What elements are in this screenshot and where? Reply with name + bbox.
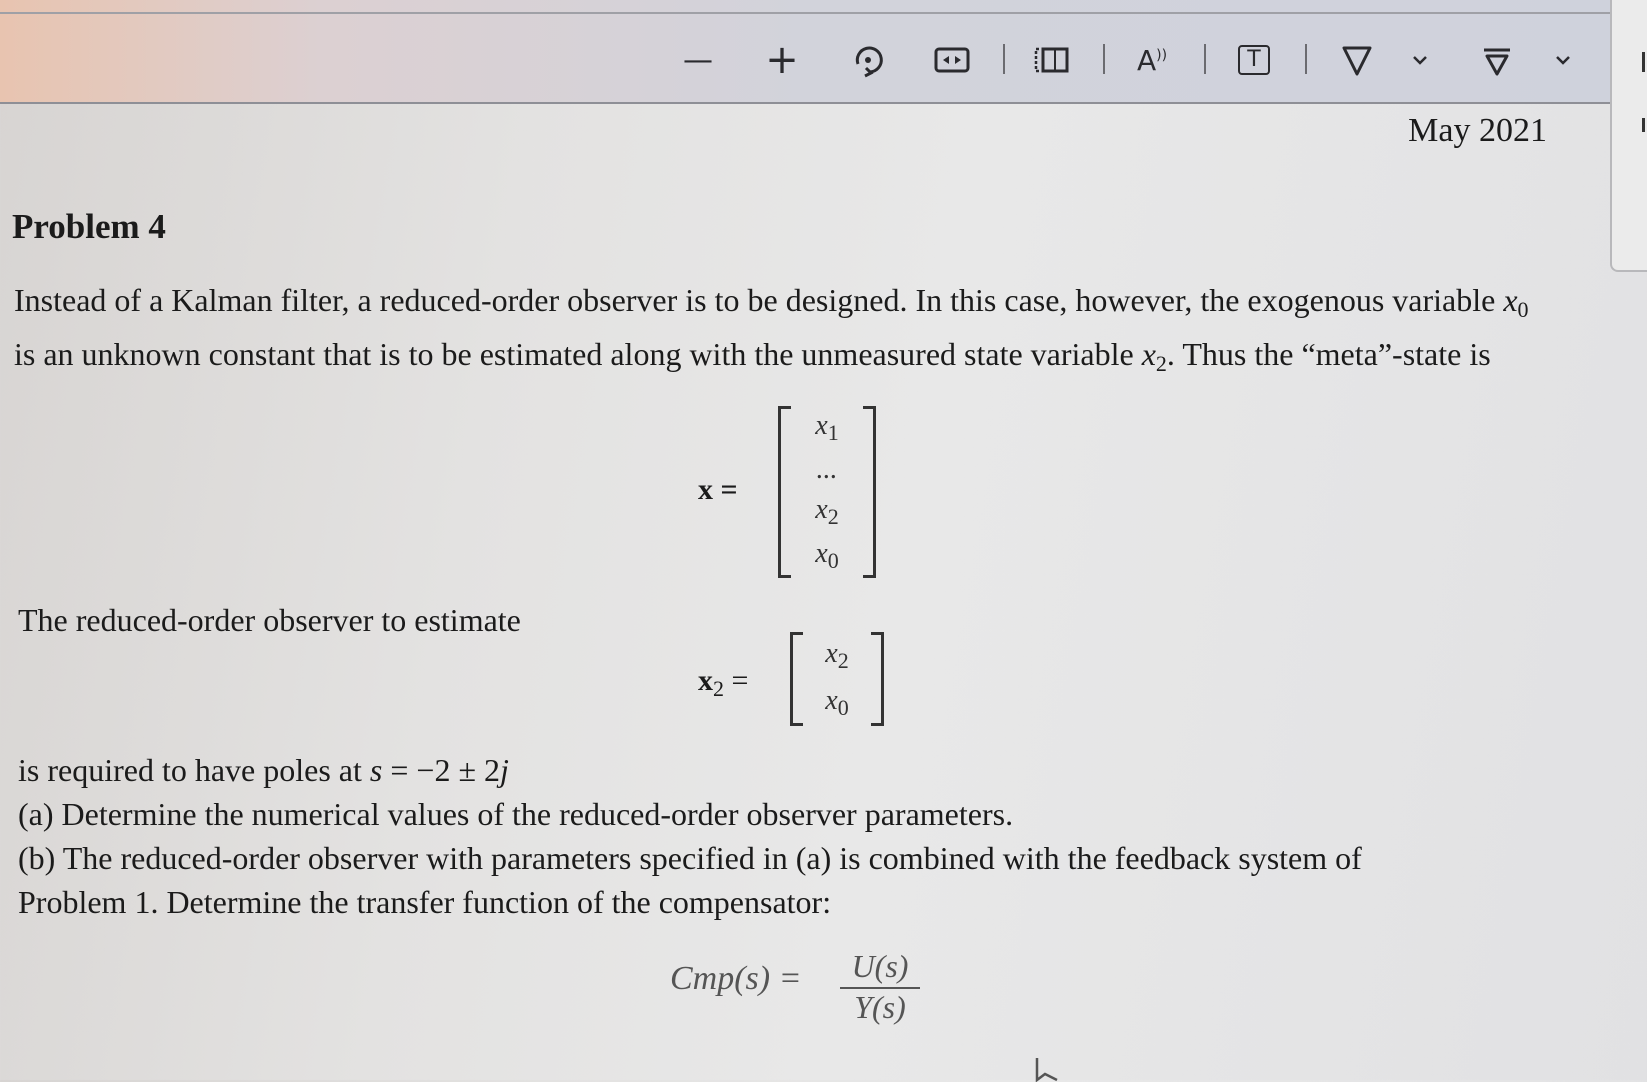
side-panel-edge bbox=[1610, 0, 1647, 272]
page-view-button[interactable] bbox=[1030, 40, 1074, 80]
matrix-entry: $x_2$ bbox=[815, 494, 839, 529]
part-b-line-2: Problem 1. Determine the transfer function of the compensator: bbox=[18, 884, 832, 920]
poles-line: is required to have poles at s = −2 ± 2j bbox=[18, 752, 509, 788]
chevron-down-icon bbox=[1411, 54, 1429, 66]
document-date: May 2021 bbox=[1408, 112, 1547, 149]
page-view-icon bbox=[1033, 45, 1071, 75]
matrix-entry: $x_1$ bbox=[815, 410, 839, 445]
zoom-out-button[interactable] bbox=[676, 40, 720, 80]
pdf-toolbar bbox=[0, 0, 1610, 104]
observer-line: The reduced-order observer to estimate bbox=[18, 602, 521, 638]
rotate-icon bbox=[850, 42, 886, 78]
highlight-options-dropdown[interactable] bbox=[1548, 40, 1578, 80]
highlighter-icon bbox=[1479, 42, 1515, 78]
part-b-line-1: (b) The reduced-order observer with parameters specified in (a) is combined with the feedback system of bbox=[18, 840, 1362, 876]
fit-width-button[interactable] bbox=[930, 40, 974, 80]
chevron-down-icon bbox=[1554, 54, 1572, 66]
fraction-denominator: Y(s) bbox=[854, 989, 906, 1025]
mouse-cursor-icon bbox=[1035, 1056, 1065, 1082]
zoom-in-button[interactable] bbox=[760, 37, 804, 83]
var-x0: $x_0$ bbox=[1503, 282, 1529, 322]
statement-text: . Thus the “meta”-state is bbox=[1166, 336, 1491, 372]
plus-icon: + bbox=[765, 37, 799, 83]
add-text-button[interactable] bbox=[1232, 40, 1276, 80]
statement-paragraph bbox=[14, 278, 1554, 386]
statement-text: Instead of a Kalman filter, a reduced-order observer is to be designed. In this case, however, the exogenous variable bbox=[14, 282, 1504, 318]
x2-vector-matrix bbox=[790, 632, 884, 726]
draw-button[interactable] bbox=[1335, 40, 1379, 80]
matrix-entry: $x_0$ bbox=[815, 538, 839, 573]
part-a: (a) Determine the numerical values of the reduced-order observer parameters. bbox=[18, 796, 1014, 832]
draw-icon bbox=[1339, 42, 1375, 78]
toolbar-separator bbox=[1204, 44, 1206, 74]
matrix-entry: $x_2$ bbox=[825, 637, 849, 673]
compensator-lhs: Cmp(s) = bbox=[670, 960, 802, 997]
text-size-icon: A)) bbox=[1136, 43, 1168, 77]
fit-width-icon bbox=[933, 45, 971, 75]
toolbar-top-divider bbox=[0, 12, 1610, 14]
text-box-icon: T bbox=[1238, 45, 1269, 75]
x2-vector-label: $x_2$ = bbox=[698, 664, 749, 701]
matrix-entry: $x_0$ bbox=[825, 684, 849, 720]
fraction-numerator: U(s) bbox=[840, 948, 920, 989]
meta-state-label: x = bbox=[698, 473, 738, 506]
matrix-entry: ... bbox=[816, 454, 838, 485]
draw-options-dropdown[interactable] bbox=[1405, 40, 1435, 80]
compensator-fraction bbox=[840, 948, 920, 1026]
problem-statement bbox=[14, 278, 1554, 386]
toolbar-separator bbox=[1003, 44, 1005, 74]
var-x2: $x_2$ bbox=[1141, 336, 1167, 376]
rotate-button[interactable] bbox=[846, 40, 890, 80]
panel-marker bbox=[1642, 118, 1645, 132]
statement-text: is an unknown constant that is to be estimated along with the unmeasured state variable bbox=[14, 336, 1142, 372]
toolbar-separator bbox=[1305, 44, 1307, 74]
highlight-button[interactable] bbox=[1475, 40, 1519, 80]
meta-state-matrix bbox=[778, 406, 876, 578]
problem-title: Problem 4 bbox=[12, 207, 166, 246]
toolbar-separator bbox=[1103, 44, 1105, 74]
read-aloud-button[interactable] bbox=[1130, 40, 1174, 80]
panel-marker bbox=[1642, 52, 1645, 72]
minus-icon: — bbox=[683, 42, 713, 78]
